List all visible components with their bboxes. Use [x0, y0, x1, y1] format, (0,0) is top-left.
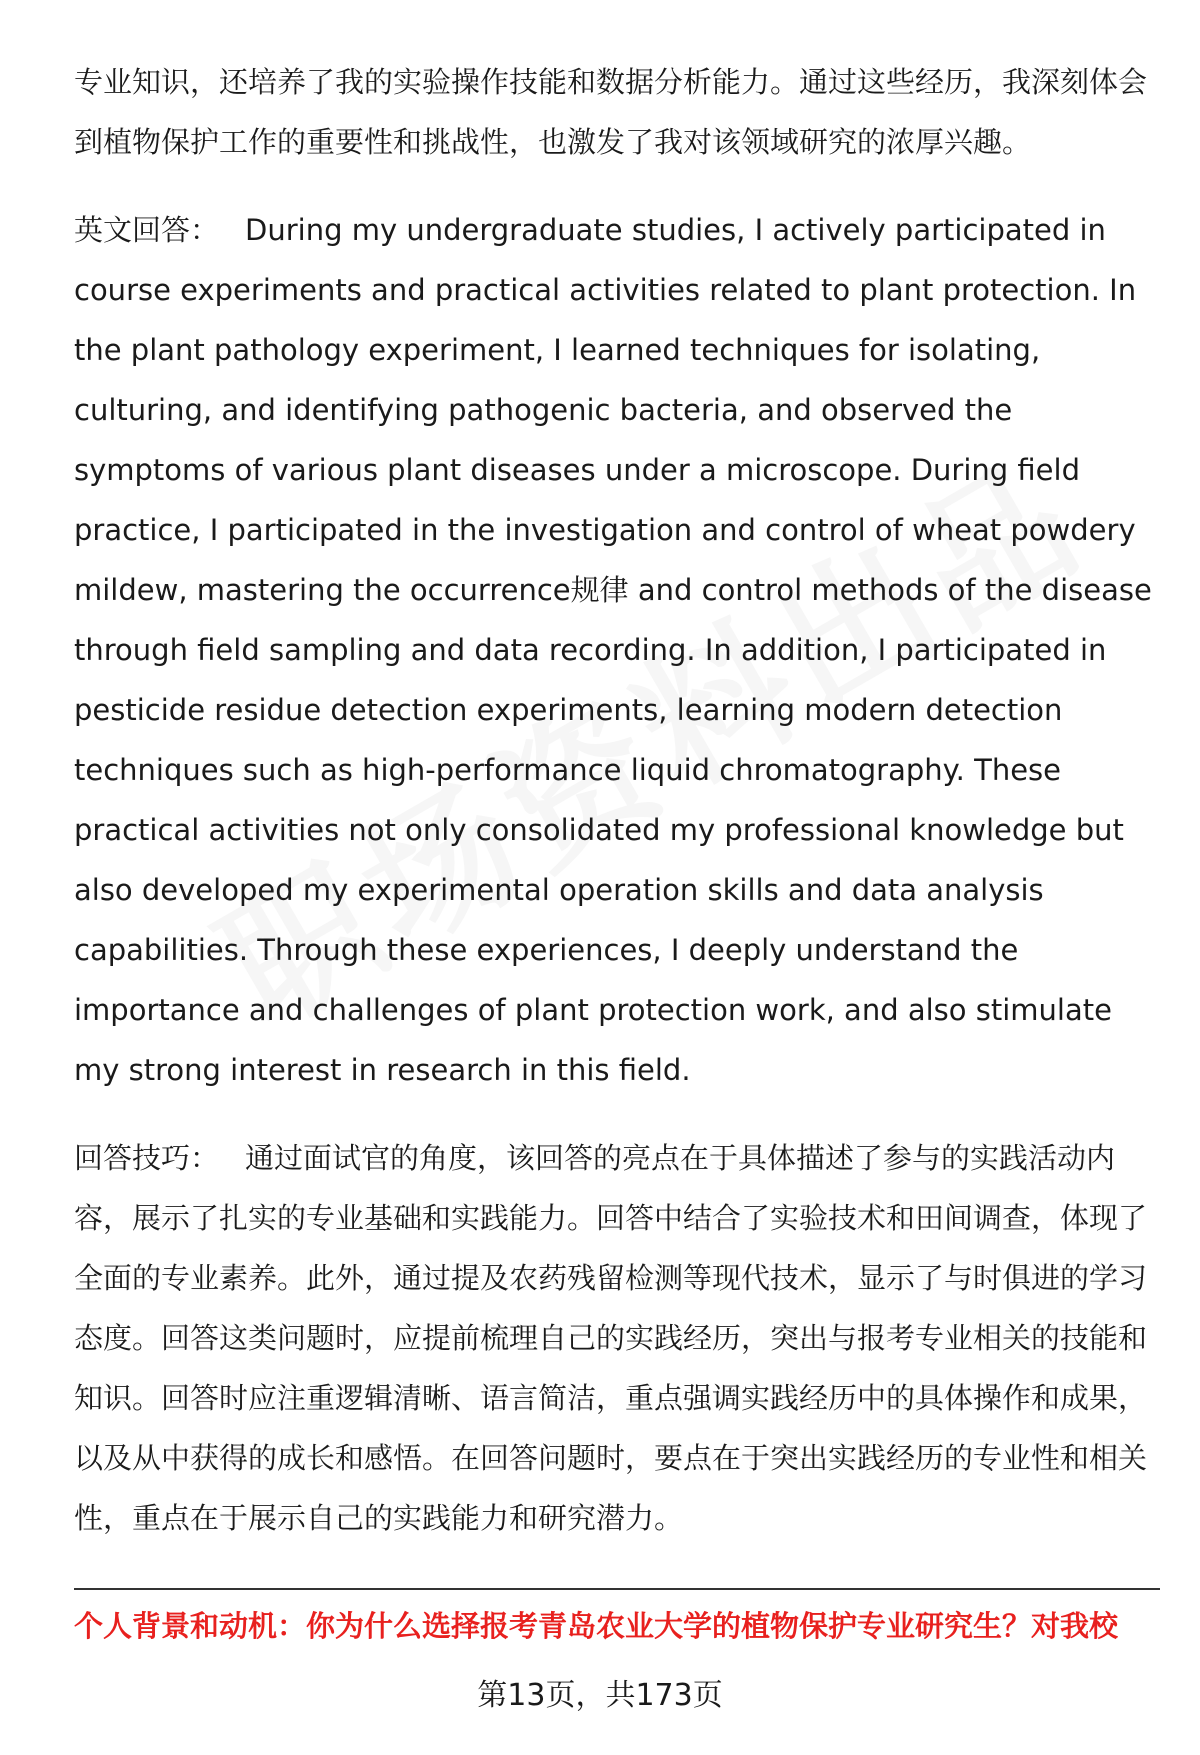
- english-answer-text: During my undergraduate studies, I actively participated in course experiments and practical activities related to plant protection. In the plant pathology experiment, I learned techniques for isolating, culturing, and identifying pathogenic bacteria, and observed the symptoms of various plant diseases under a microscope. During field practice, I participated in the investigation and control of wheat powdery mildew, mastering the occurrence规律 and control methods of the disease through field sampling and data recording. In addition, I participated in pesticide residue detection experiments, learning modern detection techniques such as high-performance liquid chromatography. These practical activities not only consolidated my professional knowledge but also developed my experimental operation skills and data analysis capabilities. Through these experiences, I deeply understand the importance and challenges of plant protection work, and also stimulate my strong interest in research in this field.: [74, 213, 1152, 1087]
- next-question-heading: 个人背景和动机：你为什么选择报考青岛农业大学的植物保护专业研究生？对我校: [74, 1609, 1119, 1643]
- english-answer-label: 英文回答：: [74, 213, 220, 247]
- answer-tips-label: 回答技巧：: [74, 1141, 220, 1175]
- section-divider: [74, 1588, 1160, 1590]
- chinese-answer-continuation: 专业知识，还培养了我的实验操作技能和数据分析能力。通过这些经历，我深刻体会到植物保护工作的重要性和挑战性，也激发了我对该领域研究的浓厚兴趣。: [74, 65, 1148, 159]
- page-number: 第13页，共173页: [477, 1678, 723, 1713]
- answer-tips-text: 通过面试官的角度，该回答的亮点在于具体描述了参与的实践活动内容，展示了扎实的专业基础和实践能力。回答中结合了实验技术和田间调查，体现了全面的专业素养。此外，通过提及农药残留检测等现代技术，显示了与时俱进的学习态度。回答这类问题时，应提前梳理自己的实践经历，突出与报考专业相关的技能和知识。回答时应注重逻辑清晰、语言简洁，重点强调实践经历中的具体操作和成果，以及从中获得的成长和感悟。在回答问题时，要点在于突出实践经历的专业性和相关性，重点在于展示自己的实践能力和研究潜力。: [74, 1141, 1148, 1535]
- answer-content: [74, 52, 1160, 1548]
- answer-tips-paragraph: [74, 1128, 1160, 1548]
- english-answer-paragraph: [74, 200, 1160, 1100]
